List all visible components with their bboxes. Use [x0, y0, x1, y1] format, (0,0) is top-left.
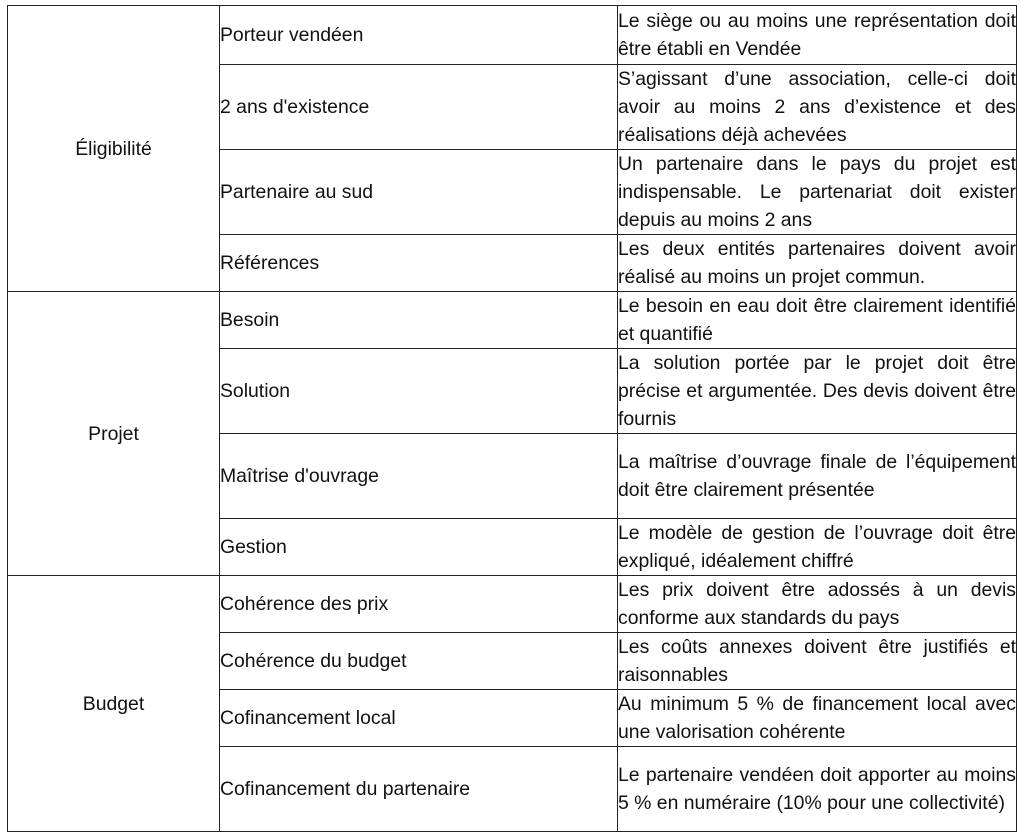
criterion-cell: Références — [220, 235, 618, 292]
table-row — [8, 6, 1017, 65]
description-cell: La solution portée par le projet doit être précise et argumentée. Des devis doivent être fournis — [618, 349, 1017, 434]
description-cell: Le modèle de gestion de l’ouvrage doit être expliqué, idéalement chiffré — [618, 519, 1017, 576]
criterion-cell: 2 ans d'existence — [220, 65, 618, 150]
criterion-cell: Solution — [220, 349, 618, 434]
criterion-cell: Cohérence des prix — [220, 576, 618, 633]
criterion-cell: Besoin — [220, 292, 618, 349]
description-cell: Les prix doivent être adossés à un devis conforme aux standards du pays — [618, 576, 1017, 633]
criterion-cell: Cofinancement du partenaire — [220, 747, 618, 832]
table-row — [8, 292, 1017, 349]
description-cell: La maîtrise d’ouvrage finale de l’équipement doit être clairement présentée — [618, 434, 1017, 519]
criterion-cell: Maîtrise d'ouvrage — [220, 434, 618, 519]
criterion-cell: Partenaire au sud — [220, 150, 618, 235]
criterion-cell: Gestion — [220, 519, 618, 576]
criterion-cell: Cofinancement local — [220, 690, 618, 747]
description-cell: Au minimum 5 % de financement local avec une valorisation cohérente — [618, 690, 1017, 747]
description-cell: Le besoin en eau doit être clairement identifié et quantifié — [618, 292, 1017, 349]
table-row — [8, 576, 1017, 633]
description-cell: S’agissant d’une association, celle-ci doit avoir au moins 2 ans d’existence et des réalisations déjà achevées — [618, 65, 1017, 150]
category-cell: Budget — [8, 576, 220, 832]
description-cell: Le partenaire vendéen doit apporter au moins 5 % en numéraire (10% pour une collectivité) — [618, 747, 1017, 832]
category-cell: Projet — [8, 292, 220, 576]
description-cell: Le siège ou au moins une représentation doit être établi en Vendée — [618, 6, 1017, 65]
description-cell: Les deux entités partenaires doivent avoir réalisé au moins un projet commun. — [618, 235, 1017, 292]
description-cell: Un partenaire dans le pays du projet est indispensable. Le partenariat doit exister depuis au moins 2 ans — [618, 150, 1017, 235]
criteria-table — [7, 5, 1017, 832]
category-cell: Éligibilité — [8, 6, 220, 292]
description-cell: Les coûts annexes doivent être justifiés et raisonnables — [618, 633, 1017, 690]
criterion-cell: Cohérence du budget — [220, 633, 618, 690]
criterion-cell: Porteur vendéen — [220, 6, 618, 65]
